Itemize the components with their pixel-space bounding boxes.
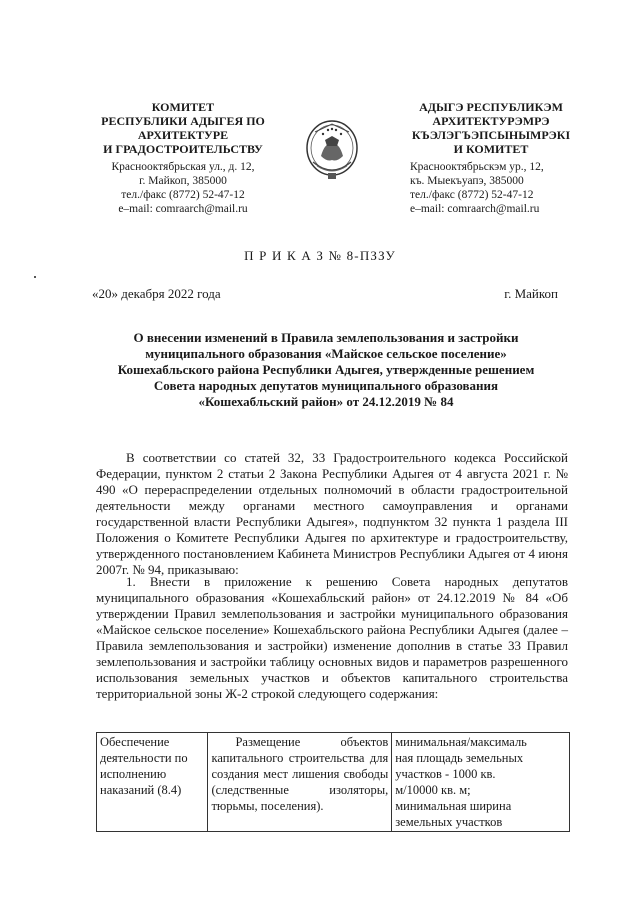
- header-right-org: [402, 100, 580, 156]
- cell-line: м/10000 кв. м;: [395, 783, 471, 797]
- header-left-address-line: Краснооктябрьская ул., д. 12,: [111, 161, 255, 173]
- subject-line: Совета народных депутатов муниципального образования: [153, 378, 499, 393]
- zone-table: [96, 732, 570, 832]
- subject-line: Кошехабльского района Республики Адыгея, утвержденные решением: [117, 362, 535, 377]
- order-subject: [80, 330, 572, 410]
- header-right-address-line: къ. Мыекъуапэ, 385000: [410, 175, 524, 187]
- header-right-org-line: И КОМИТЕТ: [453, 142, 529, 156]
- header-left-org-line: РЕСПУБЛИКИ АДЫГЕЯ ПО: [101, 114, 265, 128]
- cell-line: Обеспечение: [100, 735, 170, 749]
- cell-line: земельных участков: [395, 815, 503, 829]
- header-left-block: [88, 100, 278, 216]
- cell-line: участков - 1000 кв.: [395, 767, 496, 781]
- header-left-org: [88, 100, 278, 156]
- table-cell-use-type: [97, 733, 208, 832]
- header-right-address-line: e–mail: comraarch@mail.ru: [410, 203, 540, 215]
- paragraph-preamble-text: В соответствии со статей 32, 33 Градостроительного кодекса Российской Федерации, пунктом 2 статьи 2 Закона Республики Адыгея от 4 августа 2021 г. № 490 «О перераспределении отдельных полномочий в области градостроительной деятельности между органами местного самоуправления и органами государственной власти Республики Адыгея», подпунктом 32 пункта 1 раздела III Положения о Комитете Республики Адыгея по архитектуре и градостроительству, утвержденного постановлением Кабинета Министров Республики Адыгея от 4 июня 2007г. № 94, приказываю:: [96, 450, 568, 577]
- table-row: [97, 733, 570, 832]
- subject-line: О внесении изменений в Правила землепользования и застройки: [133, 330, 519, 345]
- subject-line: «Кошехабльский район» от 24.12.2019 № 84: [198, 394, 454, 409]
- header-right-org-line: КЪЭЛЭГЪЭПСЫНЫМРЭКІ: [411, 128, 571, 142]
- cell-line: минимальная/максималь: [395, 735, 527, 749]
- order-title: П Р И К А З № 8-ПЗЗУ: [244, 248, 396, 263]
- header-left-address-line: тел./факс (8772) 52-47-12: [121, 189, 245, 201]
- order-date: «20» декабря 2022 года: [92, 286, 221, 301]
- header-right-address-line: Краснооктябрьскэм ур., 12,: [410, 161, 544, 173]
- cell-line: ная площадь земельных: [395, 751, 524, 765]
- cell-description-text: Размещение объектов капитального строительства для создания мест лишения свободы (следственные изоляторы, тюрьмы, поселения).: [211, 735, 389, 813]
- cell-line: минимальная ширина: [395, 799, 512, 813]
- header-right-org-line: АДЫГЭ РЕСПУБЛИКЭМ: [419, 100, 563, 114]
- header-left-address: [88, 160, 278, 216]
- header-left-address-line: e–mail: comraarch@mail.ru: [118, 203, 248, 215]
- header-right-address: [402, 160, 580, 216]
- coat-of-arms-icon: [303, 118, 361, 184]
- header-left-org-line: КОМИТЕТ: [151, 100, 215, 114]
- order-city: г. Майкоп: [504, 286, 558, 301]
- header-right-address-line: тел./факс (8772) 52-47-12: [410, 189, 534, 201]
- header-left-org-line: И ГРАДОСТРОИТЕЛЬСТВУ: [103, 142, 263, 156]
- paragraph-item-1: [96, 574, 568, 702]
- header-left-address-line: г. Майкоп, 385000: [139, 175, 227, 187]
- subject-line: муниципального образования «Майское сельское поселение»: [145, 346, 507, 361]
- header-right-block: [402, 100, 580, 216]
- cell-line: наказаний (8.4): [100, 783, 182, 797]
- scan-speck: [34, 276, 36, 278]
- header-right-org-line: АРХИТЕКТУРЭМРЭ: [432, 114, 550, 128]
- table-cell-description: [208, 733, 392, 832]
- paragraph-preamble: [96, 450, 568, 578]
- cell-line: деятельности по: [100, 751, 188, 765]
- table-cell-parameters: [392, 733, 570, 832]
- header-left-org-line: АРХИТЕКТУРЕ: [137, 128, 229, 142]
- cell-line: исполнению: [100, 767, 167, 781]
- paragraph-item-1-text: 1. Внести в приложение к решению Совета народных депутатов муниципального образования «Кошехабльский район» от 24.12.2019 № 84 «Об утверждении Правил землепользования и застройки муниципального образования «Майское сельское поселение» Кошехабльского района Республики Адыгея (далее – Правила землепользования и застройки) изменение дополнив в статье 33 Правил землепользования и застройки таблицу основных видов и параметров разрешенного использования земельных участков и объектов капитального строительства территориальной зоны Ж-2 строкой следующего содержания:: [96, 574, 568, 701]
